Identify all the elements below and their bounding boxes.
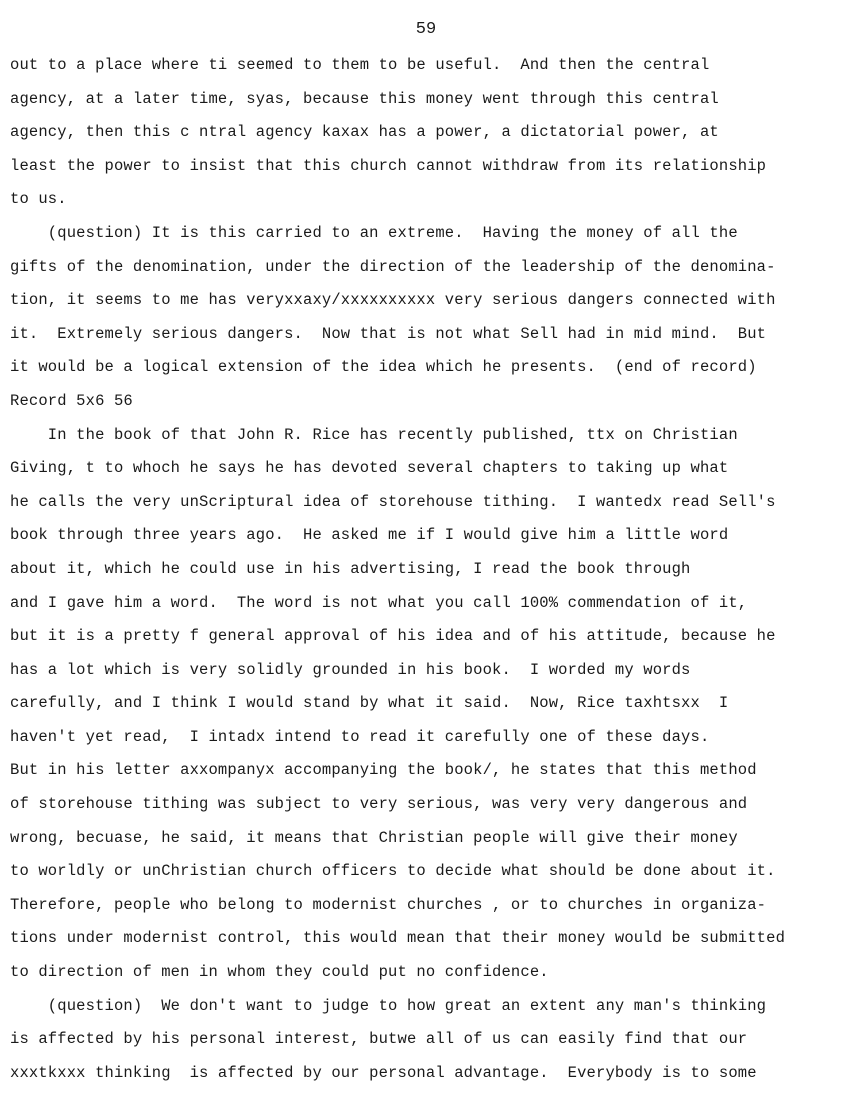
text-line: (question) It is this carried to an extreme. Having the money of all the	[10, 223, 738, 242]
text-line: to direction of men in whom they could put no confidence.	[10, 963, 549, 982]
text-line: haven't yet read, I intadx intend to read it carefully one of these days.	[10, 727, 710, 746]
text-line: tions under modernist control, this would mean that their money would be submitted	[10, 929, 786, 948]
text-line: it. Extremely serious dangers. Now that is not what Sell had in mid mind. But	[10, 324, 767, 343]
text-line: carefully, and I think I would stand by what it said. Now, Rice taxhtsxx I	[10, 694, 729, 713]
text-line: least the power to insist that this church cannot withdraw from its relationship	[10, 156, 767, 175]
text-line: In the book of that John R. Rice has recently published, ttx on Christian	[10, 425, 738, 444]
text-line: Therefore, people who belong to modernist churches , or to churches in organiza-	[10, 895, 767, 914]
text-line: has a lot which is very solidly grounded in his book. I worded my words	[10, 660, 691, 679]
text-line: xxxtkxxx thinking is affected by our personal advantage. Everybody is to some	[10, 1063, 757, 1082]
text-line: book through three years ago. He asked me if I would give him a little word	[10, 526, 729, 545]
text-line: (question) We don't want to judge to how great an extent any man's thinking	[10, 996, 767, 1015]
text-line: to worldly or unChristian church officers to decide what should be done about it.	[10, 862, 776, 881]
page-number: 59	[415, 20, 437, 39]
text-line: agency, then this c ntral agency kaxax has a power, a dictatorial power, at	[10, 123, 719, 142]
text-line: out to a place where ti seemed to them to be useful. And then the central	[10, 56, 710, 74]
text-line: but it is a pretty f general approval of his idea and of his attitude, because he	[10, 627, 776, 646]
text-line: is affected by his personal interest, butwe all of us can easily find that our	[10, 1030, 748, 1049]
typed-text-body	[10, 49, 840, 1090]
text-line: he calls the very unScriptural idea of storehouse tithing. I wantedx read Sell's	[10, 492, 776, 511]
text-line: wrong, becuase, he said, it means that Christian people will give their money	[10, 828, 738, 847]
text-line: tion, it seems to me has veryxxaxy/xxxxxxxxxx very serious dangers connected with	[10, 291, 776, 310]
text-line: and I gave him a word. The word is not what you call 100% commendation of it,	[10, 593, 748, 612]
text-line: agency, at a later time, syas, because this money went through this central	[10, 89, 719, 108]
text-line: to us.	[10, 190, 67, 209]
text-line: about it, which he could use in his advertising, I read the book through	[10, 559, 691, 578]
text-line: Giving, t to whoch he says he has devoted several chapters to taking up what	[10, 459, 729, 478]
text-line: of storehouse tithing was subject to very serious, was very very dangerous and	[10, 795, 748, 814]
text-line: Record 5x6 56	[10, 391, 133, 410]
text-line: it would be a logical extension of the idea which he presents. (end of record)	[10, 358, 757, 377]
text-line: But in his letter axxompanyx accompanying the book/, he states that this method	[10, 761, 757, 780]
text-line: gifts of the denomination, under the direction of the leadership of the denomina-	[10, 257, 776, 276]
